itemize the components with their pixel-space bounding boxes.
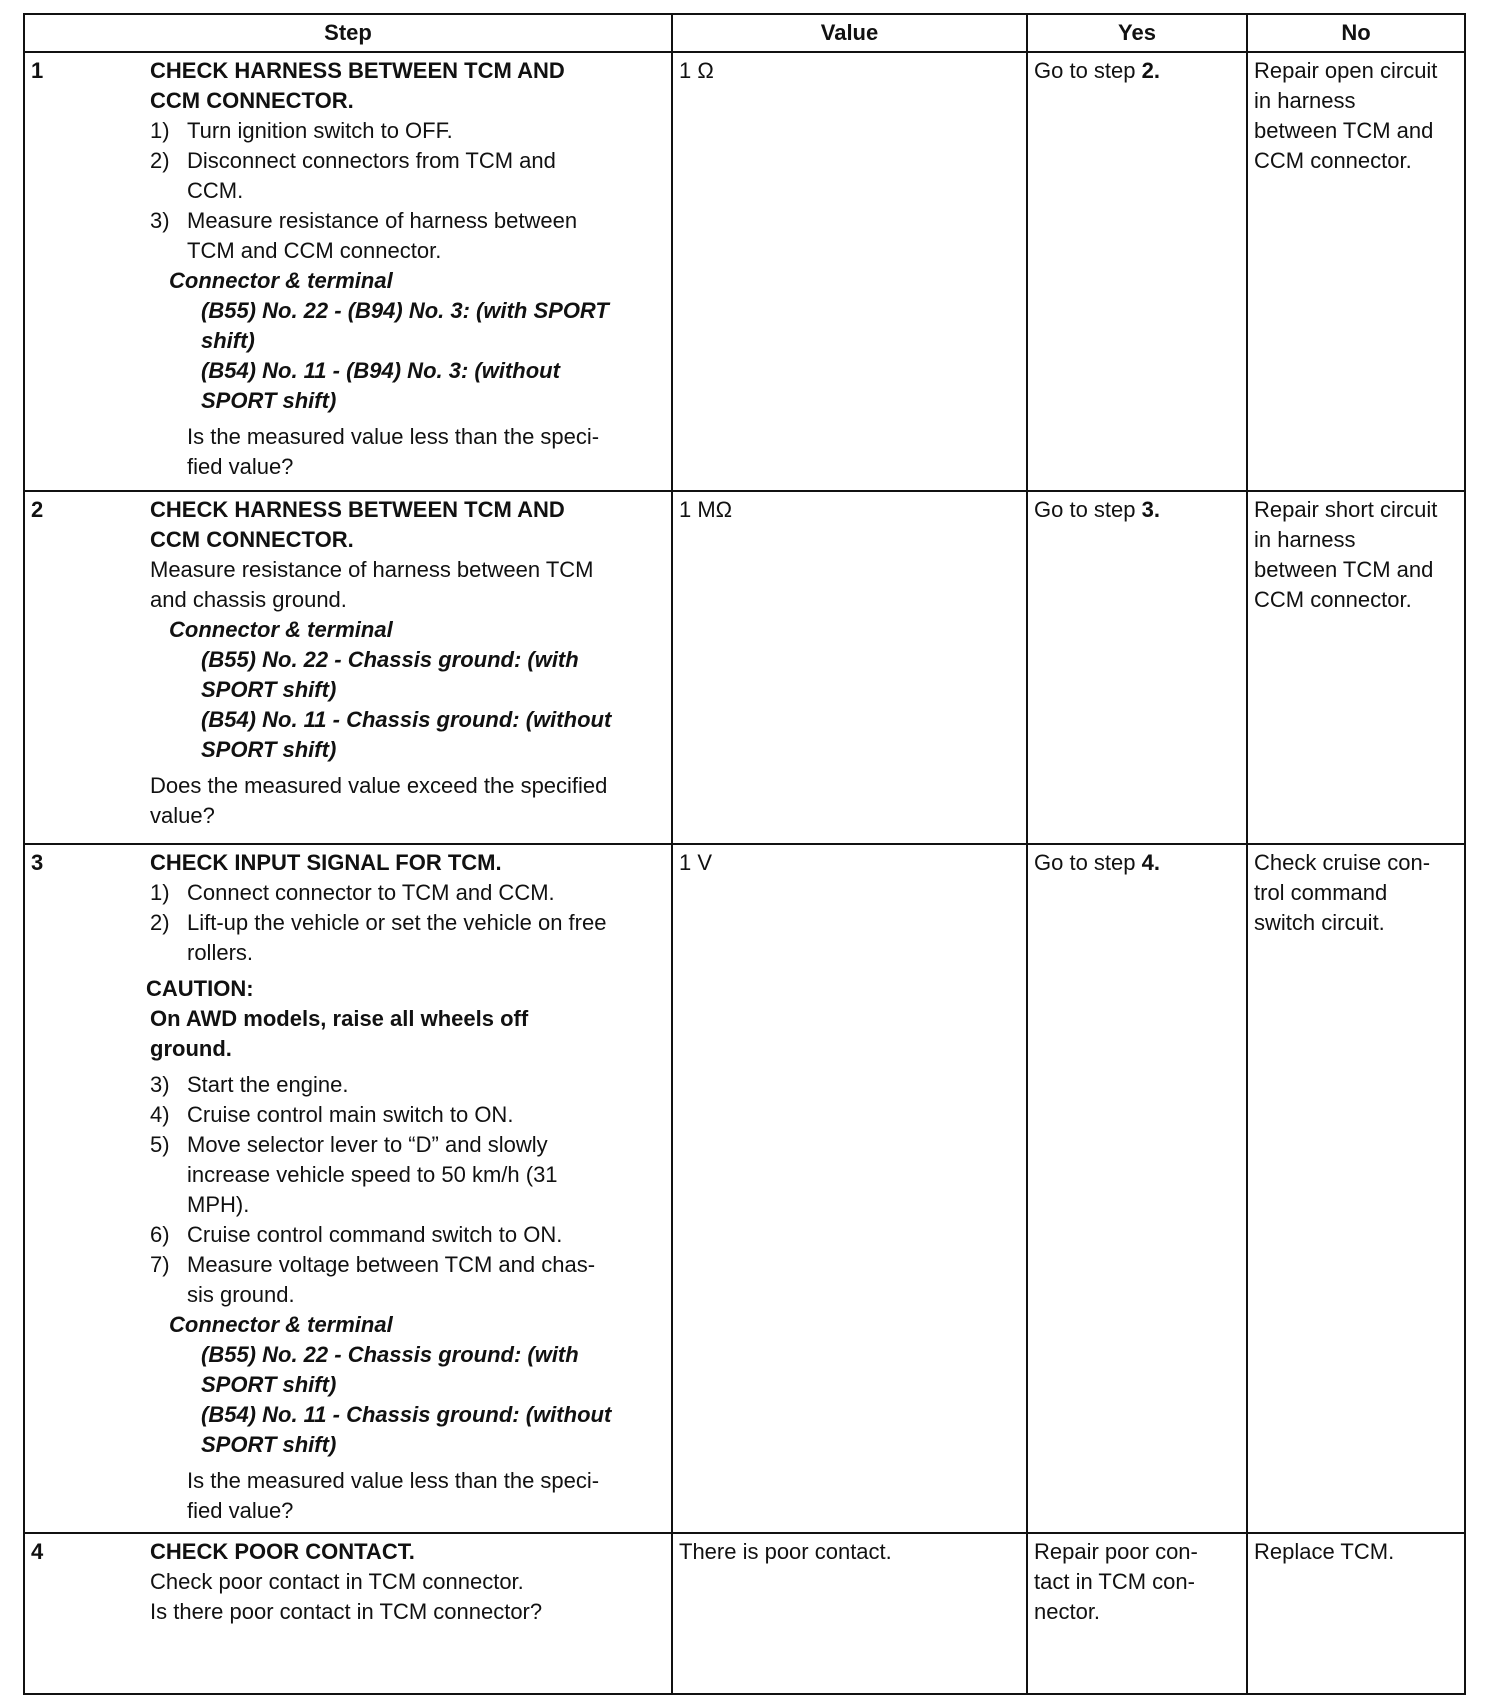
yes-text: Go to step (1034, 497, 1142, 522)
connector-line: (B55) No. 22 - Chassis ground: (with (201, 647, 579, 672)
header-value: Value (672, 14, 1027, 52)
connector-line: SPORT shift) (201, 388, 337, 413)
no-text: in harness (1254, 88, 1356, 113)
connector-line: SPORT shift) (201, 677, 337, 702)
substep (150, 146, 665, 206)
no-cell (1247, 491, 1465, 844)
substep-number: 4) (150, 1102, 170, 1127)
no-text: Repair short circuit (1254, 497, 1438, 522)
step-cell (24, 844, 672, 1533)
step-question (150, 422, 665, 482)
no-text: Check cruise con- (1254, 850, 1431, 875)
value-cell: 1 Ω (672, 52, 1027, 491)
header-step: Step (24, 14, 672, 52)
value-cell: 1 V (672, 844, 1027, 1533)
yes-text: tact in TCM con- (1034, 1569, 1195, 1594)
no-cell (1247, 844, 1465, 1533)
step-text: and chassis ground. (150, 587, 347, 612)
step-text: Is there poor contact in TCM connector? (150, 1599, 543, 1624)
step-title: CHECK INPUT SIGNAL FOR TCM. (150, 850, 502, 875)
step-title: CHECK HARNESS BETWEEN TCM AND (150, 497, 565, 522)
no-text: CCM connector. (1254, 587, 1412, 612)
connector-line: (B55) No. 22 - (B94) No. 3: (with SPORT (201, 298, 609, 323)
no-cell (1247, 1533, 1465, 1694)
step-cell (24, 52, 672, 491)
substep (150, 116, 665, 146)
substep-text: Move selector lever to “D” and slowly (187, 1132, 548, 1157)
yes-text: Go to step (1034, 58, 1142, 83)
substep-text: Cruise control main switch to ON. (187, 1102, 514, 1127)
no-text: in harness (1254, 527, 1356, 552)
substep-number: 1) (150, 880, 170, 905)
substep-number: 2) (150, 910, 170, 935)
connector-line: (B54) No. 11 - Chassis ground: (without (201, 1402, 612, 1427)
value-cell: There is poor contact. (672, 1533, 1027, 1694)
substep-text: Measure resistance of harness between (187, 208, 578, 233)
connector-line: (B54) No. 11 - Chassis ground: (without (201, 707, 612, 732)
question-text: Is the measured value less than the speci- (187, 424, 600, 449)
substep (150, 1250, 665, 1310)
step-number: 4 (31, 1539, 44, 1564)
table-row (24, 1533, 1465, 1694)
yes-cell (1027, 1533, 1247, 1694)
yes-step-number: 2. (1141, 58, 1160, 83)
connector-line: SPORT shift) (201, 1432, 337, 1457)
substep-number: 7) (150, 1252, 170, 1277)
yes-cell (1027, 52, 1247, 491)
no-text: between TCM and (1254, 118, 1434, 143)
yes-cell (1027, 844, 1247, 1533)
yes-text: Repair poor con- (1034, 1539, 1198, 1564)
substep-text: rollers. (187, 940, 254, 965)
connector-line: (B54) No. 11 - (B94) No. 3: (without (201, 358, 560, 383)
connector-line: SPORT shift) (201, 1372, 337, 1397)
substep-text: CCM. (187, 178, 244, 203)
step-number: 3 (31, 850, 44, 875)
yes-step-number: 3. (1141, 497, 1160, 522)
substep-text: Cruise control command switch to ON. (187, 1222, 563, 1247)
no-cell (1247, 52, 1465, 491)
step-title: CHECK HARNESS BETWEEN TCM AND (150, 58, 565, 83)
no-text: Repair open circuit (1254, 58, 1438, 83)
table-row (24, 491, 1465, 844)
substep (150, 908, 665, 968)
question-text: Does the measured value exceed the specified (150, 773, 608, 798)
step-title: CCM CONNECTOR. (150, 527, 354, 552)
step-cell (24, 491, 672, 844)
table-row (24, 52, 1465, 491)
value-cell: 1 MΩ (672, 491, 1027, 844)
step-text: Measure resistance of harness between TCM (150, 557, 594, 582)
substep-text: sis ground. (187, 1282, 295, 1307)
caution-text (150, 1004, 665, 1064)
substep-text: TCM and CCM connector. (187, 238, 442, 263)
substep-text: MPH). (187, 1192, 250, 1217)
substep-number: 3) (150, 208, 170, 233)
caution-line: ground. (150, 1036, 232, 1061)
yes-text: Go to step (1034, 850, 1142, 875)
yes-cell (1027, 491, 1247, 844)
no-text: switch circuit. (1254, 910, 1385, 935)
substep-text: Disconnect connectors from TCM and (187, 148, 556, 173)
substep-text: Connect connector to TCM and CCM. (187, 880, 555, 905)
substep (150, 1070, 665, 1100)
step-title: CCM CONNECTOR. (150, 88, 354, 113)
substep-text: Turn ignition switch to OFF. (187, 118, 453, 143)
step-number: 1 (31, 58, 44, 83)
step-question (150, 771, 665, 831)
substep (150, 1130, 665, 1220)
no-text: Replace TCM. (1254, 1539, 1395, 1564)
header-yes: Yes (1027, 14, 1247, 52)
connector-title: Connector & terminal (169, 1312, 393, 1337)
connector-title: Connector & terminal (169, 617, 393, 642)
substep-text: increase vehicle speed to 50 km/h (31 (187, 1162, 558, 1187)
yes-text: nector. (1034, 1599, 1101, 1624)
caution-label: CAUTION: (146, 976, 254, 1001)
question-text: Is the measured value less than the speci- (187, 1468, 600, 1493)
caution-line: On AWD models, raise all wheels off (150, 1006, 529, 1031)
diagnostic-table (23, 13, 1466, 1695)
connector-line: shift) (201, 328, 255, 353)
header-no: No (1247, 14, 1465, 52)
substep-text: Start the engine. (187, 1072, 349, 1097)
connector-title: Connector & terminal (169, 268, 393, 293)
step-text: Check poor contact in TCM connector. (150, 1569, 524, 1594)
step-title: CHECK POOR CONTACT. (150, 1539, 415, 1564)
substep (150, 878, 665, 908)
step-cell (24, 1533, 672, 1694)
table-row (24, 844, 1465, 1533)
question-text: fied value? (187, 454, 294, 479)
substep (150, 1100, 665, 1130)
substep-text: Measure voltage between TCM and chas- (187, 1252, 596, 1277)
substep-number: 2) (150, 148, 170, 173)
step-question (150, 1466, 665, 1526)
no-text: CCM connector. (1254, 148, 1412, 173)
question-text: value? (150, 803, 215, 828)
substep-number: 1) (150, 118, 170, 143)
substep (150, 1220, 665, 1250)
substep-number: 3) (150, 1072, 170, 1097)
substep (150, 206, 665, 266)
no-text: trol command (1254, 880, 1388, 905)
substep-number: 5) (150, 1132, 170, 1157)
connector-line: (B55) No. 22 - Chassis ground: (with (201, 1342, 579, 1367)
question-text: fied value? (187, 1498, 294, 1523)
yes-step-number: 4. (1141, 850, 1160, 875)
connector-line: SPORT shift) (201, 737, 337, 762)
header-row (24, 14, 1465, 52)
step-number: 2 (31, 497, 44, 522)
no-text: between TCM and (1254, 557, 1434, 582)
substep-number: 6) (150, 1222, 170, 1247)
substep-text: Lift-up the vehicle or set the vehicle on free (187, 910, 607, 935)
